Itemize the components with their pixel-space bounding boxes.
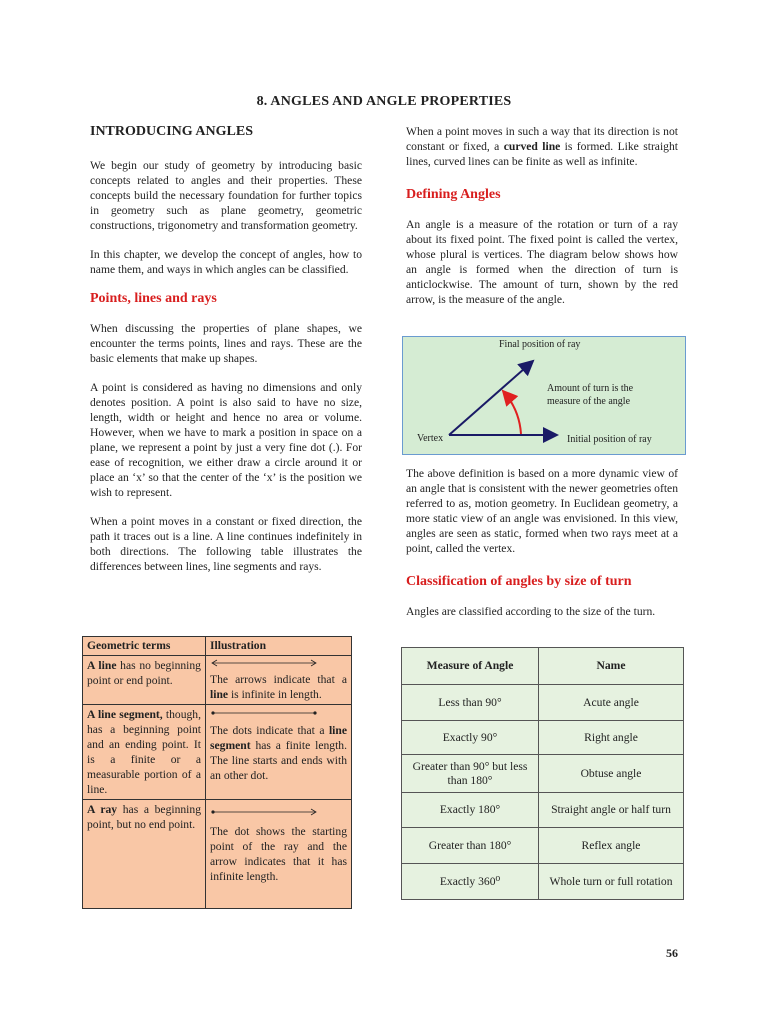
illustration-cell: [206, 800, 352, 909]
term-cell: [83, 705, 206, 800]
term-text: has a beginning point, but no end point.: [87, 803, 201, 831]
illustration-text: has a finite length. The line starts and ends with an other dot.: [210, 739, 347, 782]
name-cell: Acute angle: [539, 685, 684, 721]
geometric-terms-table: [82, 636, 352, 909]
classification-paragraph: Angles are classified according to the size of the turn.: [406, 605, 656, 618]
table-header: Measure of Angle: [402, 648, 539, 685]
angle-diagram: [402, 336, 686, 455]
subheading-defining-angles: Defining Angles: [406, 187, 501, 202]
measure-cell: Less than 90°: [402, 685, 539, 721]
right-column: [406, 124, 678, 307]
illustration-text: The dots indicate that a: [210, 724, 329, 737]
table-row: [402, 793, 684, 828]
subheading-classification: Classification of angles by size of turn: [406, 574, 632, 589]
line-illustration: [210, 658, 318, 668]
dynamic-view-paragraph: The above definition is based on a more dynamic view of an angle that is consistent with the newer geometries often referred to as, motion geometry. In Euclidean geometry, a more static view of an angle was envisioned. In this view, angles are seen as static, formed when two rays meet at a point, called the vertex.: [406, 467, 678, 555]
term-cell: [83, 800, 206, 909]
term-bold: A ray: [87, 803, 118, 816]
angle-measure-table: [401, 647, 684, 900]
point-paragraph: A point is considered as having no dimensions and only denotes position. A point is also said to have no size, length, width or height and hence no area or volume. However, when we have to mark a position in space on a plane, we represent a point by just a very fine dot (.). For ease of recognition, we either draw a circle around it or place an ‘x’ so that the center of the ‘x’ is the position we wish to represent.: [90, 381, 362, 499]
table-row: [83, 800, 352, 909]
elements-paragraph: When discussing the properties of plane shapes, we encounter the terms points, lines and rays. These are the basic elements that make up shapes.: [90, 322, 362, 365]
section-heading-introducing-angles: INTRODUCING ANGLES: [90, 124, 253, 139]
table-header-row: [83, 637, 352, 656]
name-cell: Straight angle or half turn: [539, 793, 684, 828]
curved-line-paragraph: [406, 124, 678, 169]
left-column: [90, 124, 362, 574]
paragraph-text: is formed. Like straight lines, curved lines can be finite as well as infinite.: [406, 140, 678, 168]
table-header: Illustration: [206, 637, 352, 656]
table-row: [402, 755, 684, 793]
turn-label-line1: Amount of turn is the: [547, 383, 634, 394]
measure-cell: Exactly 180°: [402, 793, 539, 828]
initial-position-label: Initial position of ray: [567, 434, 652, 445]
illustration-bold: line: [210, 688, 229, 701]
measure-cell: Exactly 90°: [402, 721, 539, 755]
intro-paragraph: We begin our study of geometry by introducing basic concepts related to angles and their properties. These concepts build the necessary foundation for further topics in geometry such as plane geometry, geometric constructions, trigonometry and transformation geometry.: [90, 159, 362, 232]
final-position-label: Final position of ray: [499, 339, 581, 350]
turn-label-line2: measure of the angle: [547, 396, 631, 407]
illustration-text: is infinite in length.: [228, 688, 322, 701]
term-cell: [83, 656, 206, 705]
illustration-cell: [206, 705, 352, 800]
table-header: Geometric terms: [83, 637, 206, 656]
page-number: 56: [666, 946, 678, 960]
line-paragraph: When a point moves in a constant or fixed direction, the path it traces out is a line. A line continues indefinitely in both directions. The following table illustrates the differences between lines, line segments and rays.: [90, 515, 362, 573]
term-bold: A line: [87, 659, 117, 672]
chapter-paragraph: In this chapter, we develop the concept of angles, how to name them, and ways in which angles can be classified.: [90, 248, 362, 276]
turn-arc: [503, 391, 521, 434]
term-text: has no beginning point or end point.: [87, 659, 201, 687]
table-header: Name: [539, 648, 684, 685]
curved-line-term: curved line: [503, 140, 561, 153]
illustration-cell: [206, 656, 352, 705]
page-title: 8. ANGLES AND ANGLE PROPERTIES: [256, 94, 512, 109]
segment-illustration: [210, 707, 318, 719]
table-row: [402, 864, 684, 900]
illustration-text: The arrows indicate that a: [210, 673, 347, 686]
measure-cell: Exactly 360⁰: [402, 864, 539, 900]
name-cell: Reflex angle: [539, 828, 684, 864]
name-cell: Whole turn or full rotation: [539, 864, 684, 900]
name-cell: Right angle: [539, 721, 684, 755]
table-row: [402, 828, 684, 864]
table-header-row: [402, 648, 684, 685]
name-cell: Obtuse angle: [539, 755, 684, 793]
measure-cell: Greater than 180°: [402, 828, 539, 864]
angle-definition-paragraph: An angle is a measure of the rotation or turn of a ray about its fixed point. The fixed point is called the vertex, whose plural is vertices. The diagram below shows how an angle is formed when the direction of turn is anticlockwise. The amount of turn, shown by the red arrow, is the measure of the angle.: [406, 218, 678, 306]
measure-cell: Greater than 90° but less than 180°: [402, 755, 539, 793]
paragraph-text: When a point moves in such a way that its direction is not constant or fixed, a: [406, 125, 678, 153]
ray-illustration: [210, 802, 318, 820]
table-row: [83, 656, 352, 705]
table-row: [402, 685, 684, 721]
table-row: [402, 721, 684, 755]
table-row: [83, 705, 352, 800]
term-bold: A line segment,: [87, 708, 163, 721]
vertex-label: Vertex: [417, 433, 444, 444]
right-column-lower: [406, 466, 678, 619]
illustration-text: The dot shows the starting point of the ray and the arrow indicates that it has infinite length.: [210, 825, 347, 883]
subheading-points-lines-rays: Points, lines and rays: [90, 291, 217, 306]
term-text: though, has a beginning point and an ending point. It is a finite or a measurable portion of a line.: [87, 708, 201, 796]
illustration-bold: line segment: [210, 724, 347, 752]
